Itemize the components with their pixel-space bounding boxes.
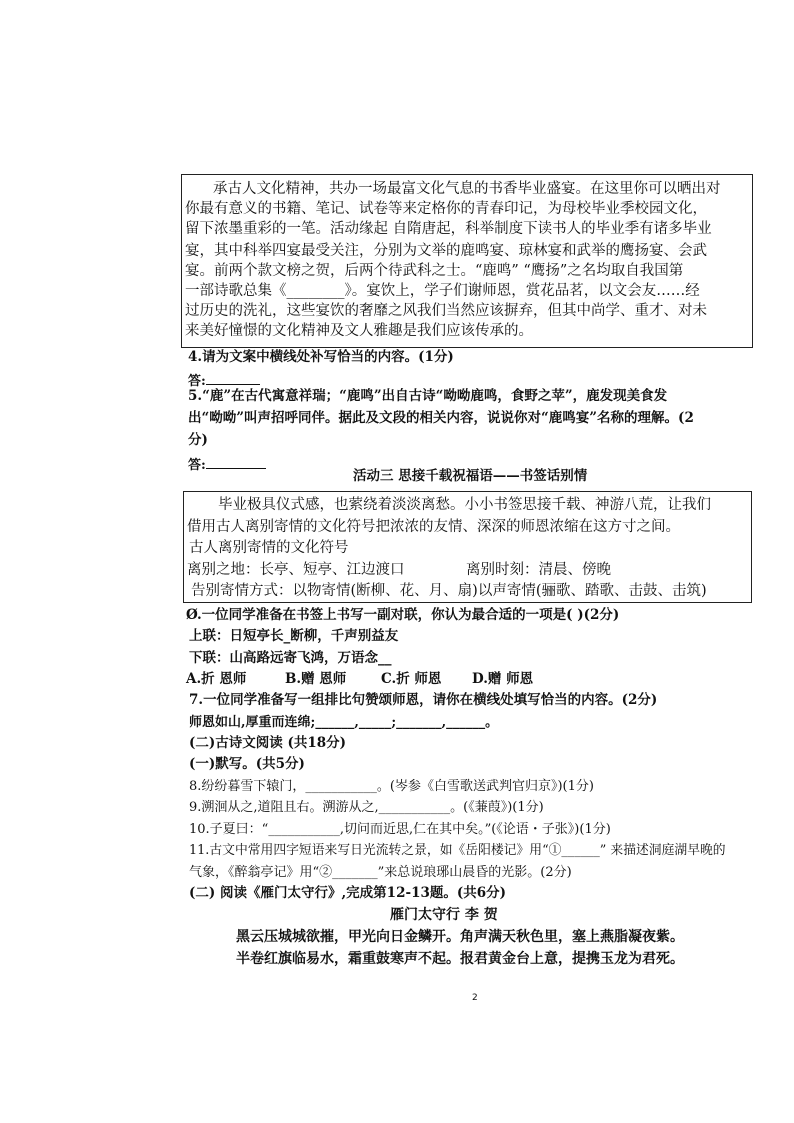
- passage-line-last: 来美好憧憬的文化精神及文人雅趣是我们应该传承的。: [185, 323, 533, 339]
- question-9[interactable]: 9.溯洄从之,道阻且右。溯游从之,___________。(《蒹葭》)(1分): [189, 800, 544, 815]
- question-5-line: 出“呦呦”叫声招呼同伴。据此及文段的相关内容，说说你对“鹿鸣宴”名称的理解。(2: [188, 410, 694, 426]
- passage-line: 你最有意义的书籍、笔记、试卷等来定格你的青春印记，为母校毕业季校园文化，: [185, 201, 707, 217]
- poem-line: 半卷红旗临易水，霜重鼓寒声不起。报君黄金台上意，提携玉龙为君死。: [236, 951, 684, 967]
- answer-label: 答:: [188, 458, 206, 473]
- activity-3-intro: 毕业极具仪式感，也萦绕着淡淡离愁。小小书签思接千载、神游八荒，让我们: [218, 497, 711, 513]
- poem-title: 雁门太守行 李 贺: [390, 907, 498, 923]
- question-8[interactable]: 8.纷纷暮雪下辕门，___________。(岑参《白雪歌送武判官归京》)(1分): [189, 779, 594, 794]
- answer-line-q5: [188, 456, 266, 472]
- question-5-line: 5.“鹿”在古代寓意祥瑞；“鹿鸣”出自古诗“呦呦鹿鸣，食野之苹”，鹿发现美食发: [188, 388, 668, 404]
- question-7-fill[interactable]: 师恩如山,厚重而连绵;______,_____;_______,______。: [189, 715, 499, 730]
- passage-line: 一部诗歌总集《________》。宴饮上，学子们谢师恩，赏花品茗，以文会友……经: [185, 283, 700, 299]
- passage-line: 留下浓墨重彩的一笔。活动缘起 自隋唐起，科举制度下读书人的毕业季有诸多毕业: [185, 221, 712, 237]
- symbols-title: 古人离别寄情的文化符号: [189, 540, 349, 556]
- passage-line: 宴，其中科举四宴最受关注，分别为文举的鹿鸣宴、琼林宴和武举的鹰扬宴、会武: [185, 243, 707, 259]
- option-c[interactable]: C.折 师恩: [381, 671, 442, 687]
- section-2-sub2: (二) 阅读《雁门太守行》,完成第12-13题。(共6分): [189, 885, 507, 901]
- option-a[interactable]: A.折 恩师: [186, 671, 247, 687]
- question-11-line1[interactable]: 11.古文中常用四字短语来写日光流转之景，如《岳阳楼记》用“①______” 来描述洞庭湖早晚的: [189, 843, 726, 858]
- section-2-title: (二)古诗文阅读 (共18分): [189, 735, 347, 751]
- farewell-time: 离别时刻：清晨、傍晚: [466, 562, 611, 578]
- question-11-line2[interactable]: 气象，《醉翁亭记》用“②_______”来总说琅琊山晨昏的光影。(2分): [189, 865, 572, 880]
- passage-line: 过历史的洗礼，这些宴饮的奢靡之风我们当然应该摒弃，但其中尚学、重才、对未: [185, 303, 707, 319]
- answer-line-q4: [188, 372, 260, 388]
- answer-label: 答:: [188, 374, 206, 389]
- farewell-place: 离别之地：长亭、短亭、江边渡口: [187, 562, 405, 578]
- answer-blank[interactable]: [206, 456, 266, 469]
- option-d[interactable]: D.赠 师恩: [472, 671, 534, 687]
- couplet-upper: 上联：日短亭长_断柳，千声别益友: [189, 628, 399, 644]
- couplet-lower: 下联：山高路远寄飞鸿，万语念__: [189, 650, 392, 666]
- section-2-sub1: (一)默写。(共5分): [189, 756, 305, 772]
- activity-3-title: 活动三 思接千载祝福语——书签话别情: [353, 468, 588, 484]
- option-b[interactable]: B.赠 恩师: [285, 671, 347, 687]
- passage-line: 宴。前两个款文榜之贺，后两个待武科之士。“鹿鸣” “鹰扬”之名均取自我国第: [185, 263, 684, 279]
- question-4: 4.请为文案中横线处补写恰当的内容。(1分): [188, 349, 454, 365]
- question-5-line: 分): [188, 432, 208, 448]
- poem-line: 黑云压城城欲摧，甲光向日金鳞开。角声满天秋色里，塞上燕脂凝夜紫。: [236, 929, 684, 945]
- question-10[interactable]: 10.子夏曰：“___________,切问而近思,仁在其中矣。”(《论语・子张》)(1分): [189, 822, 611, 837]
- farewell-ways: 告别寄情方式：以物寄情(断柳、花、月、扇)以声寄情(骊歌、踏歌、击鼓、击筑): [191, 583, 707, 599]
- passage-line: 承古人文化精神，共办一场最富文化气息的书香毕业盛宴。在这里你可以晒出对: [213, 181, 721, 197]
- page-number: 2: [472, 993, 478, 1003]
- question-6: Ø.一位同学准备在书签上书写一副对联，你认为最合适的一项是( )(2分): [186, 607, 620, 623]
- answer-blank[interactable]: [206, 372, 260, 385]
- question-7: 7.一位同学准备写一组排比句赞颂师恩，请你在横线处填写恰当的内容。(2分): [189, 692, 658, 708]
- activity-3-intro: 借用古人离别寄情的文化符号把浓浓的友情、深深的师恩浓缩在这方寸之间。: [187, 519, 680, 535]
